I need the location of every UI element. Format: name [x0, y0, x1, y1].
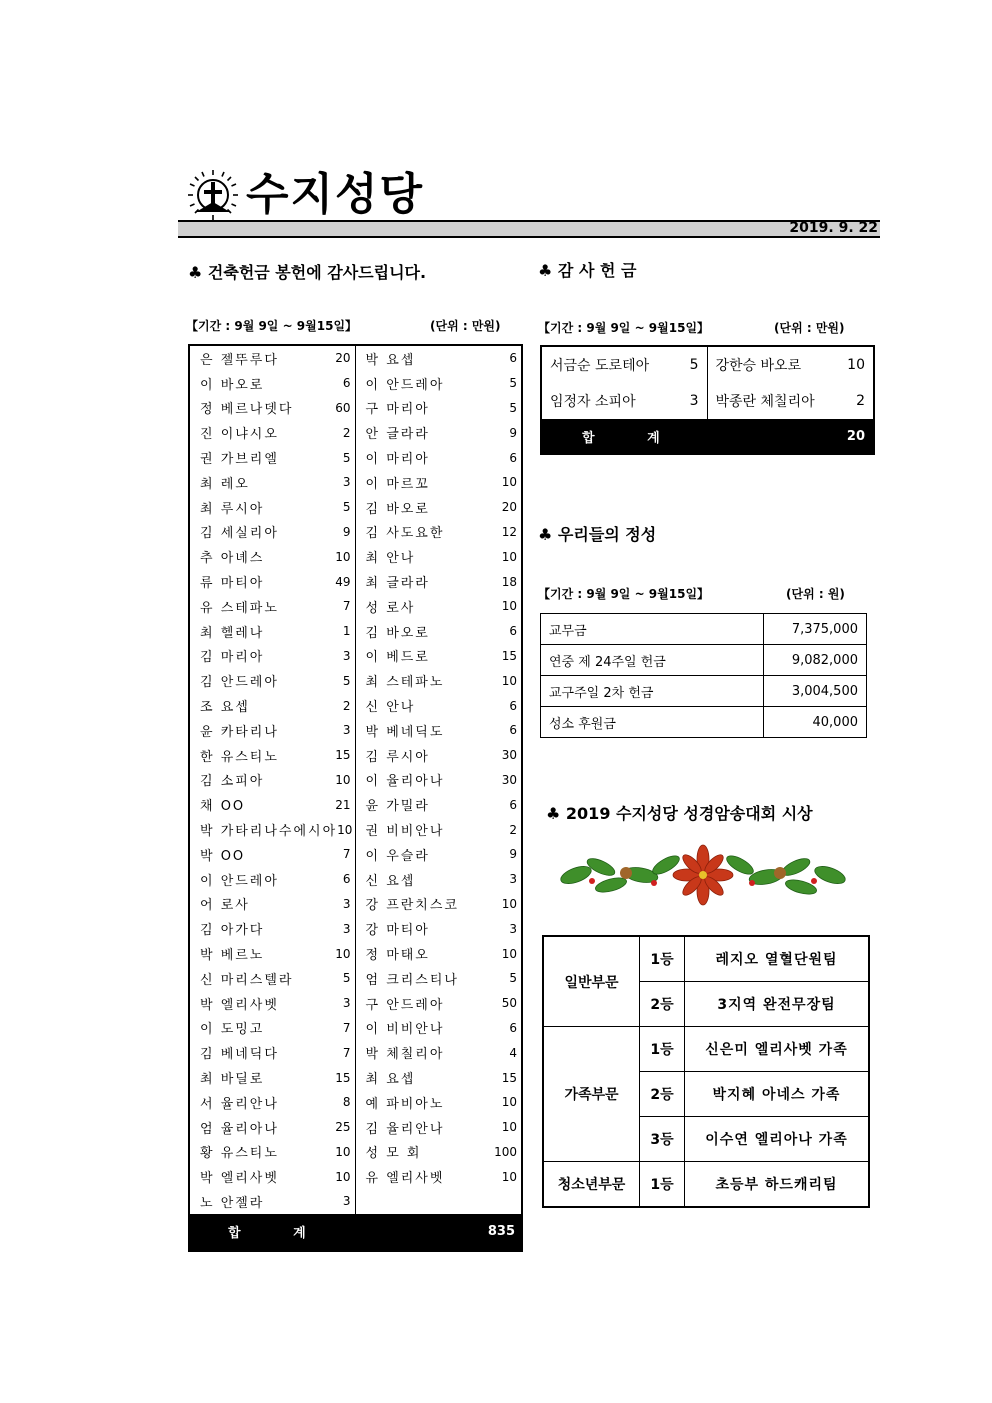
offerings-unit: (단위 : 원) [786, 587, 845, 601]
donor-amount: 15 [501, 1070, 517, 1085]
donor-row [190, 1189, 355, 1214]
offering-row [541, 645, 867, 676]
donor-name: 진 이냐시오 [200, 427, 279, 443]
donor-name: 권 비비안나 [365, 824, 445, 840]
donor-row [356, 644, 522, 669]
donor-amount: 5 [689, 357, 699, 373]
donor-name: 박 베네딕도 [365, 724, 445, 740]
donor-amount: 6 [509, 797, 517, 812]
donor-amount: 15 [335, 748, 351, 763]
donor-row [190, 520, 355, 545]
thanks-cell [708, 383, 874, 419]
contest-title: ♣ 2019 수지성당 성경암송대회 시상 [546, 804, 813, 823]
donor-name: 채 OO [200, 799, 246, 815]
donor-name: 최 헬레나 [200, 625, 265, 641]
donor-amount: 10 [335, 1144, 351, 1159]
donor-amount: 3 [342, 723, 351, 738]
donor-amount: 3 [342, 1194, 351, 1209]
thanks-cell [542, 383, 708, 419]
donor-row [356, 1090, 522, 1115]
donor-name: 윤 가밀라 [365, 799, 430, 815]
donor-row [190, 1164, 355, 1189]
christmas-wreath-icon [556, 845, 850, 905]
donor-name: 김 루시아 [365, 749, 430, 765]
thanks-cell [708, 347, 874, 383]
donor-amount: 10 [335, 549, 351, 564]
contest-rank: 1등 [640, 1162, 685, 1208]
building-fund-period: 【기간 : 9월 9일 ~ 9월15일】 [186, 319, 358, 333]
thanks-offering-title: ♣ 감 사 헌 금 [538, 261, 637, 280]
donor-row [356, 445, 522, 470]
donor-amount: 6 [509, 1020, 517, 1035]
contest-team: 이수연 엘리아나 가족 [685, 1117, 870, 1162]
donor-amount: 9 [509, 847, 517, 862]
donor-amount: 7 [342, 599, 351, 614]
donor-row [356, 420, 522, 445]
donor-row [356, 743, 522, 768]
donor-name: 권 가브리엘 [200, 452, 279, 468]
offering-row [541, 707, 867, 738]
donor-row [356, 668, 522, 693]
donor-name: 김 율리안나 [365, 1121, 445, 1137]
donor-amount: 2 [342, 698, 351, 713]
donor-name: 김 베네딕다 [200, 1047, 279, 1063]
donor-row [190, 1090, 355, 1115]
page-title: 수지성당 [246, 169, 425, 220]
donor-name: 김 바오로 [365, 501, 430, 517]
donor-name: 박 가타리나수에시아 [200, 824, 338, 840]
donor-name: 유 스테파노 [200, 600, 279, 616]
donor-name: 강 마티아 [365, 923, 430, 939]
donor-row [190, 445, 355, 470]
donor-row [356, 470, 522, 495]
donor-name: 정 베르나뎃다 [200, 402, 294, 418]
donor-name: 추 아녜스 [200, 551, 265, 567]
donor-name: 서금순 도로테아 [550, 358, 650, 374]
donor-row [190, 420, 355, 445]
donor-row [190, 892, 355, 917]
donor-row [356, 396, 522, 421]
thanks-offering-table [540, 345, 875, 455]
donor-row [356, 892, 522, 917]
contest-row [543, 936, 869, 982]
donor-amount: 5 [509, 400, 517, 415]
donor-name: 이 베드로 [365, 650, 430, 666]
donor-row [356, 1164, 522, 1189]
thanks-cell [542, 347, 708, 383]
donor-name: 조 요셉 [200, 700, 250, 716]
offerings-title: ♣ 우리들의 정성 [538, 525, 657, 544]
total-label: 합 계 [228, 1226, 330, 1242]
donor-row [356, 594, 522, 619]
donor-name: 임정자 소피아 [550, 394, 636, 410]
donor-amount: 10 [501, 673, 517, 688]
donor-row [356, 1189, 522, 1214]
donor-amount: 100 [494, 1144, 517, 1159]
donor-row [190, 594, 355, 619]
donor-amount: 3 [342, 648, 351, 663]
donor-name: 노 안젤라 [200, 1195, 265, 1211]
donor-row [190, 941, 355, 966]
offering-label: 교구주일 2차 헌금 [541, 676, 764, 707]
donor-row [190, 1040, 355, 1065]
donor-amount: 10 [501, 946, 517, 961]
donor-name: 박 체칠리아 [365, 1047, 445, 1063]
donor-amount: 10 [847, 357, 865, 373]
donor-amount: 6 [509, 450, 517, 465]
donor-amount: 5 [342, 971, 351, 986]
building-fund-total-row [190, 1214, 521, 1250]
donor-amount: 10 [337, 822, 353, 837]
donor-name: 김 안드레아 [200, 675, 279, 691]
donor-amount: 15 [335, 1070, 351, 1085]
donor-name: 신 요셉 [365, 873, 416, 889]
donor-name: 이 우슬라 [365, 848, 430, 864]
donor-name: 최 루시아 [200, 501, 265, 517]
donor-amount: 1 [342, 624, 351, 639]
donor-row [190, 1140, 355, 1165]
donor-name: 안 글라라 [365, 427, 430, 443]
donor-amount: 5 [342, 500, 351, 515]
donor-amount: 9 [342, 524, 351, 539]
donor-row [190, 743, 355, 768]
donor-row [356, 544, 522, 569]
donor-name: 최 글라라 [365, 576, 430, 592]
donor-amount: 2 [856, 393, 865, 409]
donor-amount: 20 [501, 500, 517, 515]
donor-amount: 10 [501, 549, 517, 564]
donor-name: 김 마리아 [200, 650, 265, 666]
donor-row [190, 544, 355, 569]
church-logo-icon [186, 168, 240, 222]
offering-row [541, 614, 867, 645]
building-fund-unit: (단위 : 만원) [430, 319, 501, 333]
donor-name: 김 사도요한 [365, 526, 445, 542]
donor-row [190, 569, 355, 594]
donor-amount: 5 [342, 450, 351, 465]
donor-amount: 3 [342, 921, 351, 936]
donor-amount: 3 [342, 475, 351, 490]
donor-name: 윤 카타리나 [200, 724, 279, 740]
donor-row [356, 991, 522, 1016]
thanks-offering-period: 【기간 : 9월 9일 ~ 9월15일】 [538, 321, 710, 335]
building-fund-right-column [356, 346, 522, 1214]
donor-row [356, 966, 522, 991]
donor-name: 박 OO [200, 848, 246, 864]
donor-name: 김 아가다 [200, 923, 265, 939]
donor-amount: 5 [509, 376, 517, 391]
donor-name: 류 마티아 [200, 576, 265, 592]
offering-amount: 40,000 [764, 707, 867, 738]
donor-amount: 5 [509, 971, 517, 986]
donor-amount: 9 [509, 425, 517, 440]
donor-amount: 12 [501, 524, 517, 539]
donor-name: 이 마리아 [365, 452, 430, 468]
donor-amount: 3 [342, 996, 351, 1011]
building-fund-title: ♣ 건축헌금 봉헌에 감사드립니다. [188, 263, 427, 282]
donor-row [190, 668, 355, 693]
donor-row [190, 916, 355, 941]
donor-name: 최 요셉 [365, 1072, 416, 1087]
donor-amount: 18 [501, 574, 517, 589]
donor-amount: 3 [689, 393, 699, 409]
donor-amount: 50 [501, 996, 517, 1011]
thanks-offering-unit: (단위 : 만원) [774, 321, 845, 335]
donor-name: 유 엘리사벳 [365, 1171, 445, 1187]
donor-row [356, 792, 522, 817]
donor-name: 예 파비아노 [365, 1096, 445, 1112]
donor-row [356, 941, 522, 966]
donor-name: 이 안드레아 [365, 377, 445, 393]
donor-name: 박 요셉 [365, 352, 416, 368]
donor-name: 성 모 회 [365, 1146, 422, 1162]
donor-amount: 10 [501, 475, 517, 490]
donor-row [356, 817, 522, 842]
donor-row [356, 1016, 522, 1041]
donor-row [190, 346, 355, 371]
donor-name: 황 유스티노 [200, 1146, 279, 1162]
donor-name: 최 바딜로 [200, 1072, 265, 1087]
building-fund-left-column [190, 346, 356, 1214]
donor-name: 서 율리안나 [200, 1096, 279, 1112]
donor-name: 어 로사 [200, 898, 250, 914]
donor-row [190, 396, 355, 421]
donor-row [190, 842, 355, 867]
donor-row [356, 495, 522, 520]
donor-name: 이 비비안나 [365, 1022, 445, 1038]
total-amount: 835 [487, 1224, 515, 1240]
offering-amount: 3,004,500 [764, 676, 867, 707]
thanks-total-row [542, 419, 873, 453]
offering-label: 교무금 [541, 614, 764, 645]
donor-amount: 8 [342, 1095, 351, 1110]
donor-row [190, 371, 355, 396]
contest-rank: 2등 [640, 1072, 685, 1117]
donor-amount: 2 [342, 425, 351, 440]
contest-team: 초등부 하드캐리팀 [685, 1162, 870, 1208]
donor-amount: 6 [509, 351, 517, 366]
donor-amount: 30 [501, 772, 517, 787]
donor-row [356, 842, 522, 867]
donor-row [190, 470, 355, 495]
contest-rank: 1등 [640, 936, 685, 982]
donor-row [190, 1115, 355, 1140]
donor-name: 엄 크리스티나 [365, 972, 459, 988]
donor-name: 박 엘리사벳 [200, 997, 279, 1013]
donor-name: 정 마태오 [365, 948, 430, 964]
contest-team: 박지혜 아네스 가족 [685, 1072, 870, 1117]
donor-amount: 10 [501, 896, 517, 911]
contest-category: 가족부문 [543, 1027, 640, 1162]
donor-name: 구 마리아 [365, 402, 430, 418]
contest-team: 3지역 완전무장팀 [685, 982, 870, 1027]
donor-row [356, 693, 522, 718]
donor-row [356, 1140, 522, 1165]
donor-amount: 6 [342, 872, 351, 887]
issue-date: 2019. 9. 22 [789, 220, 878, 236]
donor-row [356, 619, 522, 644]
donor-name: 김 소피아 [200, 774, 265, 790]
donor-row [356, 916, 522, 941]
donor-amount: 3 [509, 872, 517, 887]
donor-amount: 6 [509, 723, 517, 738]
donor-amount: 25 [335, 1120, 351, 1135]
donor-amount: 21 [335, 797, 351, 812]
donor-amount: 3 [509, 921, 517, 936]
donor-name: 구 안드레아 [365, 997, 445, 1013]
donor-name: 박 엘리사벳 [200, 1171, 279, 1187]
donor-amount: 7 [342, 847, 351, 862]
donor-row [190, 693, 355, 718]
donor-name: 최 레오 [200, 476, 250, 492]
donor-row [190, 495, 355, 520]
donor-name: 김 세실리아 [200, 526, 279, 542]
donor-row [356, 867, 522, 892]
donor-row [356, 371, 522, 396]
donor-name: 이 도밍고 [200, 1022, 265, 1038]
donor-amount: 30 [501, 748, 517, 763]
donor-name: 강 프란치스코 [365, 898, 459, 914]
donor-row [356, 569, 522, 594]
donor-row [190, 1016, 355, 1041]
donor-amount: 10 [335, 1169, 351, 1184]
donor-amount: 6 [509, 698, 517, 713]
donor-row [190, 644, 355, 669]
offering-label: 연중 제 24주일 헌금 [541, 645, 764, 676]
donor-name: 김 바오로 [365, 625, 430, 641]
donor-amount: 6 [509, 624, 517, 639]
donor-row [190, 792, 355, 817]
total-amount: 20 [846, 428, 865, 444]
donor-amount: 10 [501, 1095, 517, 1110]
contest-rank: 1등 [640, 1027, 685, 1072]
contest-rank: 2등 [640, 982, 685, 1027]
building-fund-table [188, 344, 523, 1252]
donor-name: 강한승 바오로 [715, 358, 802, 374]
contest-category: 청소년부문 [543, 1162, 640, 1208]
donor-row [356, 768, 522, 793]
donor-amount: 60 [335, 400, 351, 415]
offering-row [541, 676, 867, 707]
donor-row [356, 1040, 522, 1065]
donor-row [190, 867, 355, 892]
offerings-period: 【기간 : 9월 9일 ~ 9월15일】 [538, 587, 710, 601]
donor-row [190, 768, 355, 793]
donor-name: 이 율리아나 [365, 774, 445, 790]
contest-category: 일반부문 [543, 936, 640, 1027]
contest-team: 신은미 엘리사벳 가족 [685, 1027, 870, 1072]
contest-row [543, 1162, 869, 1208]
offering-label: 성소 후원금 [541, 707, 764, 738]
donor-amount: 10 [501, 1120, 517, 1135]
donor-row [190, 718, 355, 743]
donor-amount: 6 [342, 376, 351, 391]
donor-amount: 5 [342, 673, 351, 688]
donor-amount: 20 [335, 351, 351, 366]
donor-row [356, 1065, 522, 1090]
donor-amount: 10 [501, 1169, 517, 1184]
donor-row [356, 1115, 522, 1140]
donor-row [190, 1065, 355, 1090]
donor-row [190, 817, 355, 842]
donor-row [190, 991, 355, 1016]
offering-amount: 9,082,000 [764, 645, 867, 676]
contest-rank: 3등 [640, 1117, 685, 1162]
donor-amount: 10 [335, 946, 351, 961]
offerings-table [540, 613, 867, 738]
donor-row [190, 966, 355, 991]
donor-row [356, 346, 522, 371]
donor-amount: 15 [501, 648, 517, 663]
donor-name: 신 마리스텔라 [200, 972, 294, 988]
donor-name: 신 안나 [365, 700, 416, 716]
donor-amount: 4 [509, 1045, 517, 1060]
donor-name: 은 젤뚜루다 [200, 352, 279, 368]
donor-amount: 7 [342, 1045, 351, 1060]
donor-name: 박종란 체칠리아 [715, 394, 815, 410]
donor-row [190, 619, 355, 644]
donor-amount: 3 [342, 896, 351, 911]
offering-amount: 7,375,000 [764, 614, 867, 645]
contest-team: 레지오 열혈단원팀 [685, 936, 870, 982]
donor-name: 최 안나 [365, 551, 416, 567]
donor-name: 이 마르꼬 [365, 476, 430, 492]
contest-row [543, 1027, 869, 1072]
total-label: 합 계 [582, 430, 684, 446]
contest-results-table [542, 935, 870, 1208]
donor-name: 한 유스티노 [200, 749, 279, 765]
donor-row [356, 718, 522, 743]
donor-amount: 2 [509, 822, 517, 837]
donor-name: 최 스테파노 [365, 675, 445, 691]
donor-amount: 49 [335, 574, 351, 589]
donor-amount: 10 [501, 599, 517, 614]
donor-name: 박 베르노 [200, 948, 265, 964]
donor-amount: 7 [342, 1020, 351, 1035]
donor-row [356, 520, 522, 545]
donor-name: 성 로사 [365, 600, 416, 616]
donor-name: 이 바오로 [200, 377, 265, 393]
donor-name: 이 안드레아 [200, 873, 279, 889]
donor-name: 엄 율리아나 [200, 1121, 279, 1137]
header-bar [178, 220, 880, 238]
donor-amount: 10 [335, 772, 351, 787]
